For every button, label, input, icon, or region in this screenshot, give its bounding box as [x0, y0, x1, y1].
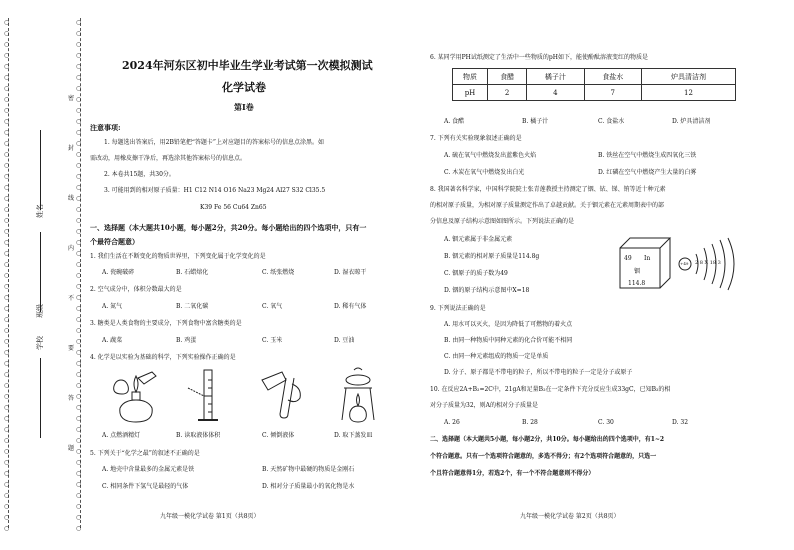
binding-cut-mark: ○	[4, 338, 10, 345]
binding-cut-mark: ○	[4, 503, 10, 510]
binding-cut-mark: ○	[76, 470, 82, 477]
ph-table-row	[453, 85, 736, 101]
binding-cut-mark: ○	[76, 41, 82, 48]
q2-option-d[interactable]: D. 稀有气体	[334, 303, 367, 310]
volume-label: 第Ⅰ卷	[234, 102, 254, 112]
q1-stem: 1. 我们生活在不断变化的物质世界里，下列变化属于化学变化的是	[90, 253, 266, 260]
q9-option-d[interactable]: D. 分子、原子都是不带电的粒子，所以不带电的粒子一定是分子或原子	[444, 369, 633, 376]
binding-cut-mark: ○	[76, 206, 82, 213]
hand	[288, 384, 300, 402]
name-underline[interactable]	[40, 130, 41, 210]
binding-cut-mark: ○	[4, 184, 10, 191]
binding-cut-mark: ○	[4, 250, 10, 257]
nucleus-charge: +49	[680, 261, 689, 266]
binding-cut-mark: ○	[4, 63, 10, 70]
binding-cut-mark: ○	[76, 250, 82, 257]
binding-cut-mark: ○	[4, 327, 10, 334]
tripod-leg	[370, 388, 374, 420]
q3-stem: 3. 糖类是人类食物的主要成分，下列食物中富含糖类的是	[90, 320, 242, 327]
section2-heading-cont: 个符合题意。只有一个选项符合题意的，多选不得分；有2个选项符合题意的，只选一	[430, 453, 657, 460]
section1-heading-cont: 个最符合题意）	[90, 237, 139, 246]
seal-char: 要	[68, 345, 75, 352]
q1-option-a[interactable]: A. 瓷碗破碎	[102, 269, 135, 276]
lamp-body	[120, 400, 152, 422]
binding-cut-mark: ○	[4, 140, 10, 147]
binding-cut-mark: ○	[4, 459, 10, 466]
ph-table-header-row	[453, 69, 736, 85]
q10-option-d[interactable]: D. 32	[672, 419, 689, 426]
q5-option-d[interactable]: D. 相对分子质量最小的氧化物是水	[262, 483, 355, 490]
binding-cut-mark: ○	[76, 349, 82, 356]
q4-option-d[interactable]: D. 取下蒸发皿	[334, 432, 373, 439]
seal-char: 题	[68, 445, 75, 452]
q5-option-a[interactable]: A. 地壳中含量最多的金属元素是铁	[102, 466, 195, 473]
binding-cut-mark: ○	[4, 514, 10, 521]
seal-char: 封	[68, 145, 75, 152]
binding-cut-mark: ○	[76, 19, 82, 26]
ph-table-cell: 4	[527, 85, 584, 101]
burner-flame	[357, 394, 360, 406]
binding-cut-mark: ○	[76, 63, 82, 70]
q1-option-d[interactable]: D. 湿衣晾干	[334, 269, 367, 276]
ph-table-cell: pH	[453, 85, 488, 101]
q3-option-b[interactable]: B. 鸡蛋	[176, 337, 197, 344]
q10-stem: 10. 在反应2A+B₂=2C中，21gA和足量B₂在一定条件下充分反应生成33gC，已知B₂的相	[430, 386, 671, 393]
binding-cut-mark: ○	[76, 393, 82, 400]
q6-option-d[interactable]: D. 炉具清洁剂	[672, 118, 711, 125]
binding-cut-mark: ○	[76, 426, 82, 433]
electron-shell-counts: 2 8 X 18 3	[695, 260, 721, 266]
notice-item: 3. 可能用到的相对原子质量：H1 C12 N14 O16 Na23 Mg24 Al27 S32 Cl35.5	[104, 187, 326, 194]
binding-cut-mark: ○	[76, 371, 82, 378]
ph-table-header: 橘子汁	[527, 69, 584, 85]
binding-cut-mark: ○	[76, 129, 82, 136]
q7-option-c[interactable]: C. 木炭在氧气中燃烧发出白光	[444, 169, 525, 176]
binding-cut-mark: ○	[76, 283, 82, 290]
cell-side-face	[660, 238, 670, 288]
element-symbol: In	[644, 255, 651, 262]
class-label: 班级	[36, 304, 44, 318]
binding-cut-mark: ○	[4, 492, 10, 499]
binding-cut-mark: ○	[4, 173, 10, 180]
q2-option-c[interactable]: C. 氧气	[262, 303, 283, 310]
q10-option-a[interactable]: A. 26	[444, 419, 460, 426]
binding-cut-mark: ○	[4, 30, 10, 37]
binding-cut-mark: ○	[76, 459, 82, 466]
evaporating-dish	[346, 375, 370, 385]
q5-option-c[interactable]: C. 相同条件下氢气是最轻的气体	[102, 483, 189, 490]
binding-cut-mark: ○	[76, 217, 82, 224]
binding-cut-mark: ○	[76, 382, 82, 389]
q5-stem: 5. 下列关于“化学之最”的叙述不正确的是	[90, 450, 200, 457]
q7-option-b[interactable]: B. 铁丝在空气中燃烧生成四氧化三铁	[598, 152, 697, 159]
school-label: 学校	[36, 336, 44, 350]
binding-cut-mark: ○	[4, 371, 10, 378]
binding-cut-mark: ○	[4, 151, 10, 158]
binding-cut-mark: ○	[4, 228, 10, 235]
binding-cut-mark: ○	[4, 19, 10, 26]
binding-cut-mark: ○	[4, 470, 10, 477]
ph-table-header: 炉具清洁剂	[642, 69, 736, 85]
binding-cut-mark: ○	[76, 173, 82, 180]
class-underline[interactable]	[40, 232, 41, 312]
q9-option-a[interactable]: A. 用水可以灭火，是因为降低了可燃物的着火点	[444, 321, 573, 328]
binding-cut-mark: ○	[76, 327, 82, 334]
binding-cut-mark: ○	[4, 107, 10, 114]
binding-cut-mark: ○	[76, 195, 82, 202]
binding-cut-mark: ○	[4, 283, 10, 290]
binding-cut-mark: ○	[76, 305, 82, 312]
binding-cut-mark: ○	[4, 96, 10, 103]
binding-cut-mark: ○	[4, 360, 10, 367]
binding-cut-mark: ○	[4, 162, 10, 169]
pouring-liquid-figure	[258, 370, 308, 420]
school-underline[interactable]	[40, 358, 41, 438]
binding-cut-mark: ○	[76, 294, 82, 301]
burner-lamp	[350, 406, 367, 422]
page-1-footer: 九年级一模化学试卷 第1页（共8页）	[160, 513, 260, 520]
q8-option-c[interactable]: C. 铟原子的质子数为49	[444, 270, 508, 277]
element-name: 铟	[634, 268, 641, 275]
exam-subtitle: 化学试卷	[222, 81, 266, 94]
binding-cut-mark: ○	[4, 85, 10, 92]
binding-cut-mark: ○	[76, 272, 82, 279]
binding-cut-mark: ○	[76, 415, 82, 422]
q9-stem: 9. 下列说法正确的是	[430, 305, 486, 312]
q2-stem: 2. 空气成分中，体积分数最大的是	[90, 286, 182, 293]
q5-option-b[interactable]: B. 天然矿物中最硬的物质是金刚石	[262, 466, 355, 473]
element-atomic-number: 49	[624, 255, 632, 262]
notice-item: 2. 本卷共15题，共30分。	[104, 171, 175, 178]
binding-cut-mark: ○	[4, 316, 10, 323]
ph-table	[452, 68, 736, 101]
binding-cut-mark: ○	[76, 492, 82, 499]
q7-option-a[interactable]: A. 硫在氧气中燃烧发出蓝紫色火焰	[444, 152, 537, 159]
binding-cut-mark: ○	[76, 118, 82, 125]
binding-cut-mark: ○	[4, 206, 10, 213]
name-label: 姓名	[36, 204, 44, 218]
ph-table-cell: 2	[488, 85, 527, 101]
binding-cut-mark: ○	[4, 272, 10, 279]
binding-cut-mark: ○	[76, 30, 82, 37]
cell-top-face	[620, 238, 670, 248]
electron-shell-arc	[728, 238, 734, 290]
binding-cut-mark: ○	[76, 239, 82, 246]
q9-option-c[interactable]: C. 由同一种元素组成的物质一定是单质	[444, 353, 549, 360]
q2-option-b[interactable]: B. 二氧化碳	[176, 303, 209, 310]
tripod-leg	[342, 388, 346, 420]
binding-cut-mark: ○	[76, 184, 82, 191]
binding-cut-mark: ○	[4, 261, 10, 268]
binding-cut-mark: ○	[4, 404, 10, 411]
binding-cut-mark: ○	[4, 294, 10, 301]
binding-cut-mark: ○	[4, 525, 10, 532]
notice-item: K39 Fe 56 Cu64 Zn65	[200, 204, 267, 211]
binding-cut-mark: ○	[76, 96, 82, 103]
notice-item: 需改动，用橡皮擦干净后，再选涂其他答案标号的信息点。	[90, 155, 247, 162]
second-lamp	[114, 380, 129, 394]
q3-option-c[interactable]: C. 玉米	[262, 337, 283, 344]
test-tube	[280, 378, 294, 418]
binding-cut-mark: ○	[76, 162, 82, 169]
q10-option-c[interactable]: C. 30	[598, 419, 614, 426]
q4-option-a[interactable]: A. 点燃酒精灯	[102, 432, 141, 439]
hand-fingers	[354, 368, 362, 370]
seal-char: 密	[68, 95, 75, 102]
binding-cut-mark: ○	[76, 151, 82, 158]
binding-cut-mark: ○	[4, 217, 10, 224]
binding-cut-mark: ○	[76, 503, 82, 510]
q4-option-b[interactable]: B. 读取液体体积	[176, 432, 221, 439]
binding-cut-mark: ○	[76, 74, 82, 81]
lamp-hand	[138, 372, 156, 384]
element-mass: 114.8	[628, 280, 646, 287]
binding-cut-mark: ○	[4, 74, 10, 81]
q10-option-b[interactable]: B. 28	[522, 419, 538, 426]
q8-stem-cont: 的相对原子质量，为相对原子质量测定作出了卓越贡献。关于铟元素在元素周期表中的部	[430, 202, 665, 209]
binding-cut-mark: ○	[4, 305, 10, 312]
q8-stem: 8. 我国著名科学家，中国科学院院士张青莲教授主持测定了铟、铱、锑、铕等近十种元素	[430, 186, 666, 193]
binding-cut-mark: ○	[76, 107, 82, 114]
q1-option-c[interactable]: C. 纸张燃烧	[262, 269, 295, 276]
lamp-flame	[134, 376, 138, 392]
q6-option-b[interactable]: B. 橘子汁	[522, 118, 549, 125]
binding-cut-mark: ○	[4, 118, 10, 125]
q4-stem: 4. 化学是以实验为基础的科学，下列实验操作正确的是	[90, 354, 236, 361]
binding-cut-mark: ○	[76, 481, 82, 488]
q3-option-a[interactable]: A. 蔬菜	[102, 337, 123, 344]
alcohol-lamp-figure	[112, 368, 160, 424]
q2-option-a[interactable]: A. 氮气	[102, 303, 123, 310]
notice-item: 1. 每题选出答案后，用2B铅笔把“答题卡”上对应题目的答案标号的信息点涂黑。如	[104, 139, 324, 146]
binding-cut-mark: ○	[76, 316, 82, 323]
notice-heading: 注意事项:	[90, 123, 121, 132]
q6-option-c[interactable]: C. 食盐水	[598, 118, 625, 125]
binding-cut-mark: ○	[76, 338, 82, 345]
section2-heading: 二、选择题（本大题共5小题，每小题2分，共10分。每小题给出的四个选项中，有1~2	[430, 436, 665, 443]
ph-table-cell: 12	[642, 85, 736, 101]
section2-heading-cont: 个且符合题意得1分，若选2个，有一个不符合题意则不得分）	[430, 470, 595, 477]
binding-cut-mark: ○	[76, 261, 82, 268]
binding-cut-mark: ○	[76, 514, 82, 521]
binding-cut-mark: ○	[76, 360, 82, 367]
q10-stem-cont: 对分子质量为32，则A的相对分子质量是	[430, 402, 538, 409]
binding-cut-mark: ○	[4, 393, 10, 400]
q6-stem: 6. 某同学用PH试纸测定了生活中一些物质的pH如下，能使酚酞溶液变红的物质是	[430, 54, 648, 61]
exam-title: 2024年河东区初中毕业生学业考试第一次模拟测试	[122, 59, 373, 72]
graduated-cylinder-figure	[188, 366, 228, 426]
sight-line	[188, 388, 204, 396]
evaporating-dish-figure	[336, 366, 380, 426]
q1-option-b[interactable]: B. 石蜡熔化	[176, 269, 209, 276]
binding-cut-mark: ○	[4, 481, 10, 488]
binding-cut-mark: ○	[76, 85, 82, 92]
binding-cut-mark: ○	[4, 426, 10, 433]
q7-option-d[interactable]: D. 红磷在空气中燃烧产生大量的白雾	[598, 169, 697, 176]
ph-table-header: 食盐水	[584, 69, 641, 85]
reagent-bottle	[262, 372, 286, 390]
binding-cut-mark: ○	[76, 140, 82, 147]
seal-char: 不	[68, 295, 75, 302]
binding-cut-mark: ○	[4, 437, 10, 444]
binding-cut-mark: ○	[4, 382, 10, 389]
seal-char: 内	[68, 245, 75, 252]
binding-cut-mark: ○	[76, 52, 82, 59]
seal-char: 答	[68, 395, 75, 402]
binding-cut-mark: ○	[76, 525, 82, 532]
binding-cut-mark: ○	[76, 404, 82, 411]
ph-table-header: 食醋	[488, 69, 527, 85]
binding-cut-mark: ○	[4, 448, 10, 455]
binding-cut-mark: ○	[4, 52, 10, 59]
binding-cut-mark: ○	[4, 239, 10, 246]
page-2-footer: 九年级一模化学试卷 第2页（共8页）	[520, 513, 620, 520]
q8-option-d[interactable]: D. 铟的原子结构示意图中X=18	[444, 287, 530, 294]
q3-option-d[interactable]: D. 豆油	[334, 337, 355, 344]
q8-option-b[interactable]: B. 铟元素的相对原子质量是114.8g	[444, 253, 540, 260]
lamp-neck	[132, 392, 140, 400]
q8-option-a[interactable]: A. 铟元素属于非金属元素	[444, 236, 513, 243]
section1-heading: 一、选择题（本大题共10小题，每小题2分，共20分。每小题给出的四个选项中，只有一	[90, 223, 367, 232]
binding-cut-mark: ○	[4, 195, 10, 202]
q9-option-b[interactable]: B. 由同一种物质中同种元素的化合价可能不相同	[444, 337, 573, 344]
q8-stem-cont: 分信息及原子结构示意图如图所示。下列说法正确的是	[430, 218, 575, 225]
binding-cut-mark: ○	[76, 437, 82, 444]
ph-table-cell: 7	[584, 85, 641, 101]
binding-cut-mark: ○	[4, 41, 10, 48]
q4-option-c[interactable]: C. 倾倒液体	[262, 432, 295, 439]
binding-cut-mark: ○	[4, 129, 10, 136]
seal-char: 线	[68, 195, 75, 202]
ph-table-header: 物质	[453, 69, 488, 85]
binding-cut-mark: ○	[76, 228, 82, 235]
binding-cut-mark: ○	[4, 415, 10, 422]
q6-option-a[interactable]: A. 食醋	[444, 118, 465, 125]
binding-cut-mark: ○	[76, 448, 82, 455]
binding-cut-mark: ○	[4, 349, 10, 356]
q7-stem: 7. 下列有关实验现象叙述正确的是	[430, 135, 522, 142]
